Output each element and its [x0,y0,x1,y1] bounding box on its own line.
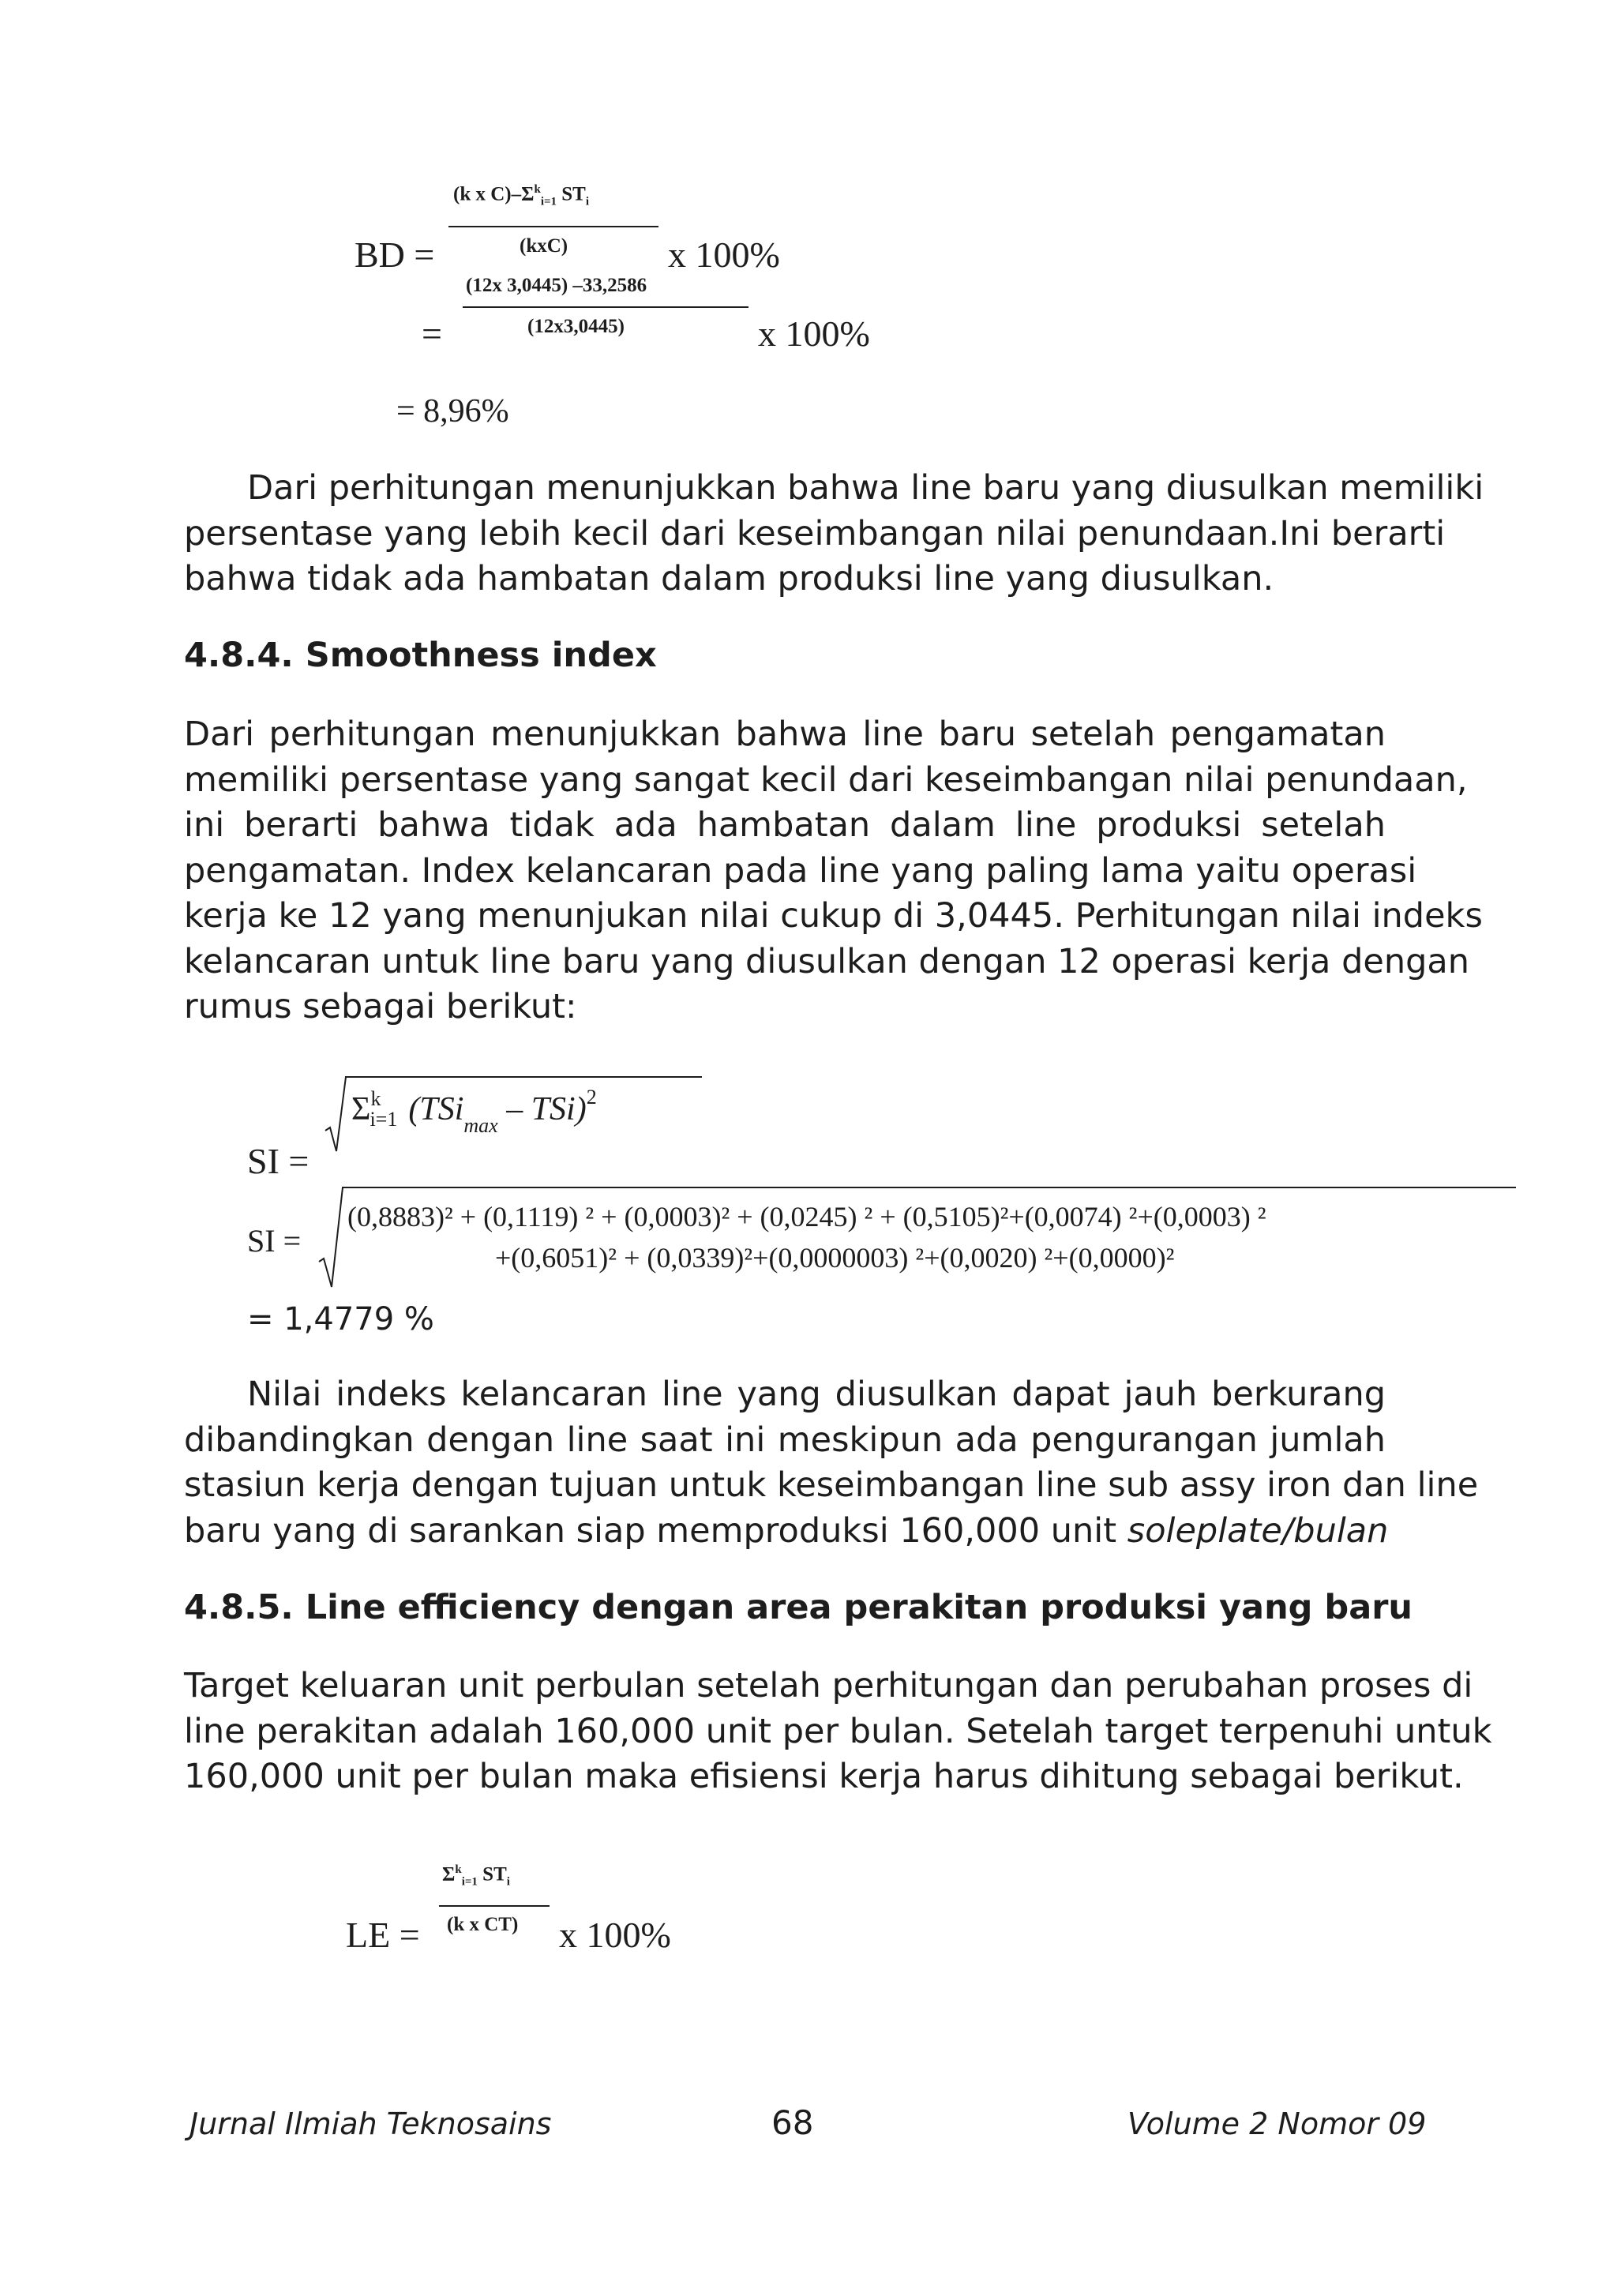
bd-denominator: (kxC) [520,235,568,257]
radical-overline [345,1076,702,1078]
paragraph-line: Nilai indeks kelancaran line yang diusulkan dapat jauh berkurang [247,1375,1386,1414]
si-radicand-row-2: +(0,6051)² + (0,0339)²+(0,0000003) ²+(0,0020) ²+(0,0000)² [495,1242,1175,1274]
le-fraction-bar [439,1905,550,1907]
bd-denominator-2: (12x3,0445) [527,316,625,337]
le-times-100: x 100% [559,1915,671,1955]
si-radicand: $\Sigma^ki=1$ (TSi$_{max}$ – TSi)$^2$ [351,1086,597,1137]
paragraph-line: kelancaran untuk line baru yang diusulkan dengan 12 operasi kerja dengan [184,941,1469,981]
paragraph-line: rumus sebagai berikut: [184,987,577,1026]
paragraph-1 [184,466,1484,602]
paragraph-line: 160,000 unit per bulan maka efisiensi kerja harus dihitung sebagai berikut. [184,1757,1464,1796]
footer-journal-name: Jurnal Ilmiah Teknosains [189,2107,552,2141]
footer-volume: Volume 2 Nomor 09 [1127,2107,1427,2141]
si-label: SI = [247,1141,310,1181]
paragraph-line: persentase yang lebih kecil dari keseimbangan nilai penundaan.Ini berarti [184,513,1446,553]
bd-equals-2: = [422,313,442,354]
paragraph-line: ini berarti bahwa tidak ada hambatan dalam line produksi setelah [184,805,1386,845]
bd-numerator-2: (12x 3,0445) –33,2586 [466,275,647,296]
paragraph-line: baru yang di sarankan siap memproduksi 160,000 unit soleplate/bulan [184,1510,1389,1551]
le-label: LE = [346,1915,420,1955]
paragraph-line: Dari perhitungan menunjukkan bahwa line baru yang diusulkan memiliki [247,468,1484,508]
paragraph-line: stasiun kerja dengan tujuan untuk keseimbangan line sub assy iron dan line [184,1465,1479,1505]
si-radicand-row-1: (0,8883)² + (0,1119) ² + (0,0003)² + (0,0245) ² + (0,5105)²+(0,0074) ²+(0,0003) ² [347,1201,1266,1232]
radical-sign [317,1186,344,1289]
bd-numerator: (k x $C)-\Sigma^k_{i=1}$ $ST_i$ [453,183,590,208]
paragraph-line: Dari perhitungan menunjukkan bahwa line baru setelah pengamatan [184,715,1386,754]
si-label-2: SI = [247,1223,302,1259]
paragraph-line: bahwa tidak ada hambatan dalam produksi line yang diusulkan. [184,559,1274,598]
paragraph-line: memiliki persentase yang sangat kecil dari keseimbangan nilai penundaan, [184,760,1468,800]
paragraph-line: Target keluaran unit perbulan setelah perhitungan dan perubahan proses di [184,1666,1473,1705]
section-heading-4-8-4: 4.8.4. Smoothness index [184,636,657,675]
paragraph-line: kerja ke 12 yang menunjukan nilai cukup di 3,0445. Perhitungan nilai indeks [184,896,1483,936]
radical-overline [342,1187,1516,1188]
paragraph-line: line perakitan adalah 160,000 unit per bulan. Setelah target terpenuhi untuk [184,1711,1492,1751]
radical-sign [324,1075,347,1154]
paragraph-line: pengamatan. Index kelancaran pada line yang paling lama yaitu operasi [184,850,1417,891]
si-result: = 1,4779 % [247,1301,434,1337]
bd-fraction-bar [448,226,658,227]
bd-times-100-2: x 100% [758,313,870,354]
paragraph-3 [184,1372,1479,1554]
footer-page-number: 68 [771,2103,814,2142]
bd-fraction-bar-2 [463,306,748,308]
le-denominator: (k x CT) [447,1914,519,1935]
bd-times-100: x 100% [668,234,780,275]
bd-result: = 8,96% [396,393,509,430]
paragraph-line: dibandingkan dengan line saat ini meskipun ada pengurangan jumlah [184,1420,1386,1460]
paragraph-2 [184,712,1483,1030]
le-numerator: $\Sigma^k_{i=1}$ $ST_i$ [442,1863,510,1889]
paragraph-4 [184,1664,1492,1800]
section-heading-4-8-5: 4.8.5. Line efficiency dengan area perakitan produksi yang baru [184,1588,1413,1627]
bd-label: BD = [355,234,435,275]
